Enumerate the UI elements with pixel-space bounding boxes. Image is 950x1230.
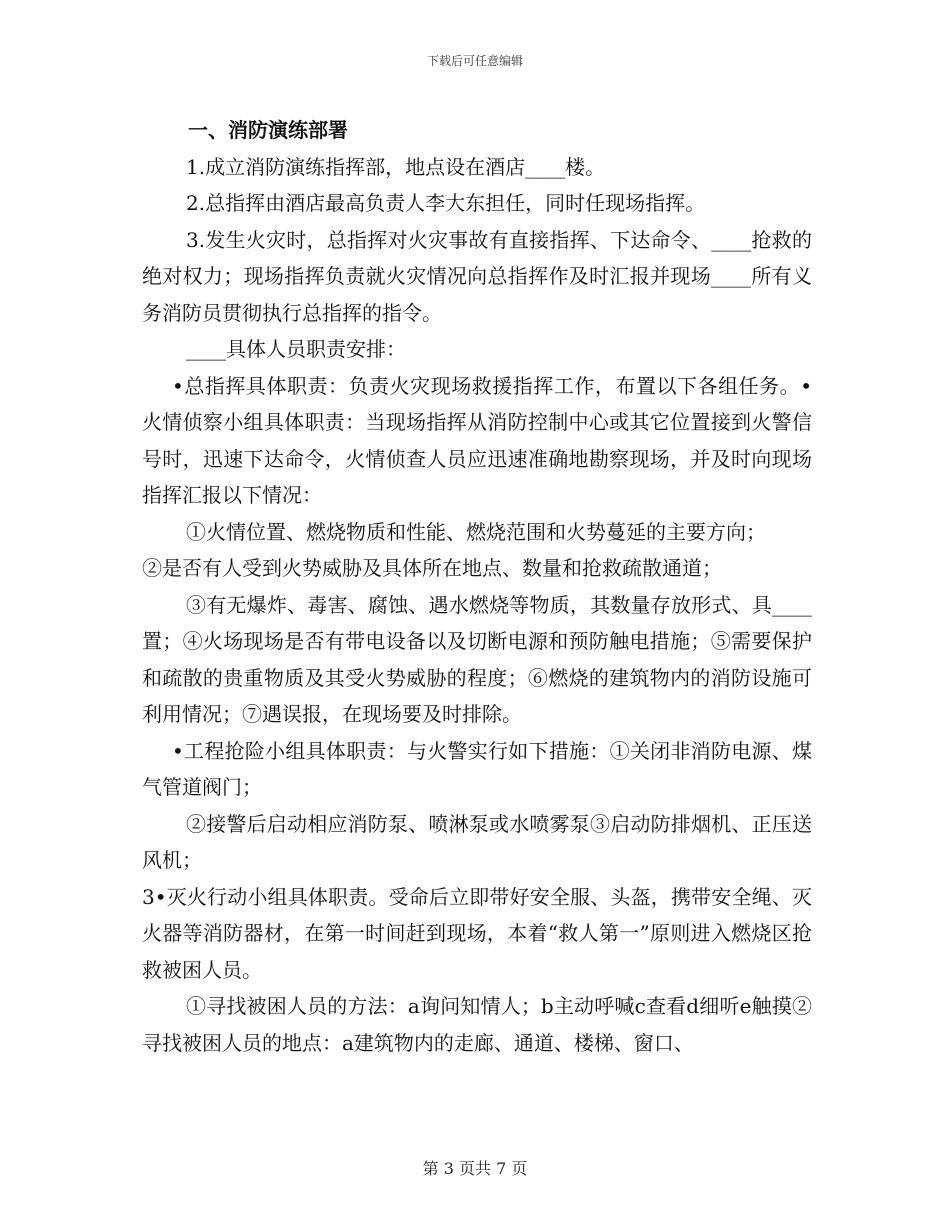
- paragraph-1: 1.成立消防演练指挥部，地点设在酒店____楼。: [186, 154, 606, 179]
- paragraph-3: 3.发生火灾时，总指挥对火灾事故有直接指挥、下达命令、____抢救的绝对权力；现场指挥负责就火灾情况向总指挥作及时汇报并现场____所有义务消防员贯彻执行总指挥的指令。: [142, 227, 812, 325]
- section-heading: 一、消防演练部署: [188, 118, 348, 142]
- paragraph-2: 2.总指挥由酒店最高负责人李大东担任，同时任现场指挥。: [186, 191, 706, 215]
- paragraph-11: 3•灭火行动小组具体职责。受命后立即带好安全服、头盔，携带安全绳、灭火器等消防器材，在第一时间赶到现场，本着“救人第一”原则进入燃烧区抢救被困人员。: [142, 884, 812, 982]
- paragraph-6: ①火情位置、燃烧物质和性能、燃烧范围和火势蔓延的主要方向；: [186, 519, 766, 544]
- paragraph-12: ①寻找被困人员的方法：a询问知情人；b主动呼喊c查看d细听e触摸②寻找被困人员的地点：a建筑物内的走廊、通道、楼梯、窗口、: [142, 994, 812, 1055]
- paragraph-7: ②是否有人受到火势威胁及具体所在地点、数量和抢救疏散通道；: [142, 556, 722, 580]
- page-header: 下载后可任意编辑: [426, 54, 523, 68]
- paragraph-8: ③有无爆炸、毒害、腐蚀、遇水燃烧等物质，其数量存放形式、具____置；④火场现场是否有带电设备以及切断电源和预防触电措施；⑤需要保护和疏散的贵重物质及其受火势威胁的程度；⑥燃烧的建筑物内的消防设施可利用情况；⑦遇误报，在现场要及时排除。: [142, 592, 812, 726]
- document-body: [142, 112, 812, 1061]
- paragraph-5: •总指挥具体职责：负责火灾现场救援指挥工作，布置以下各组任务。•火情侦察小组具体职责：当现场指挥从消防控制中心或其它位置接到火警信号时，迅速下达命令，火情侦查人员应迅速准确地勘察现场，并及时向现场指挥汇报以下情况：: [142, 373, 812, 507]
- paragraph-9: •工程抢险小组具体职责：与火警实行如下措施：①关闭非消防电源、煤气管道阀门；: [142, 738, 812, 799]
- paragraph-10: ②接警后启动相应消防泵、喷淋泵或水喷雾泵③启动防排烟机、正压送风机；: [142, 811, 812, 872]
- paragraph-4: ____具体人员职责安排：: [186, 337, 406, 361]
- page-footer: 第 3 页共 7 页: [422, 1159, 528, 1178]
